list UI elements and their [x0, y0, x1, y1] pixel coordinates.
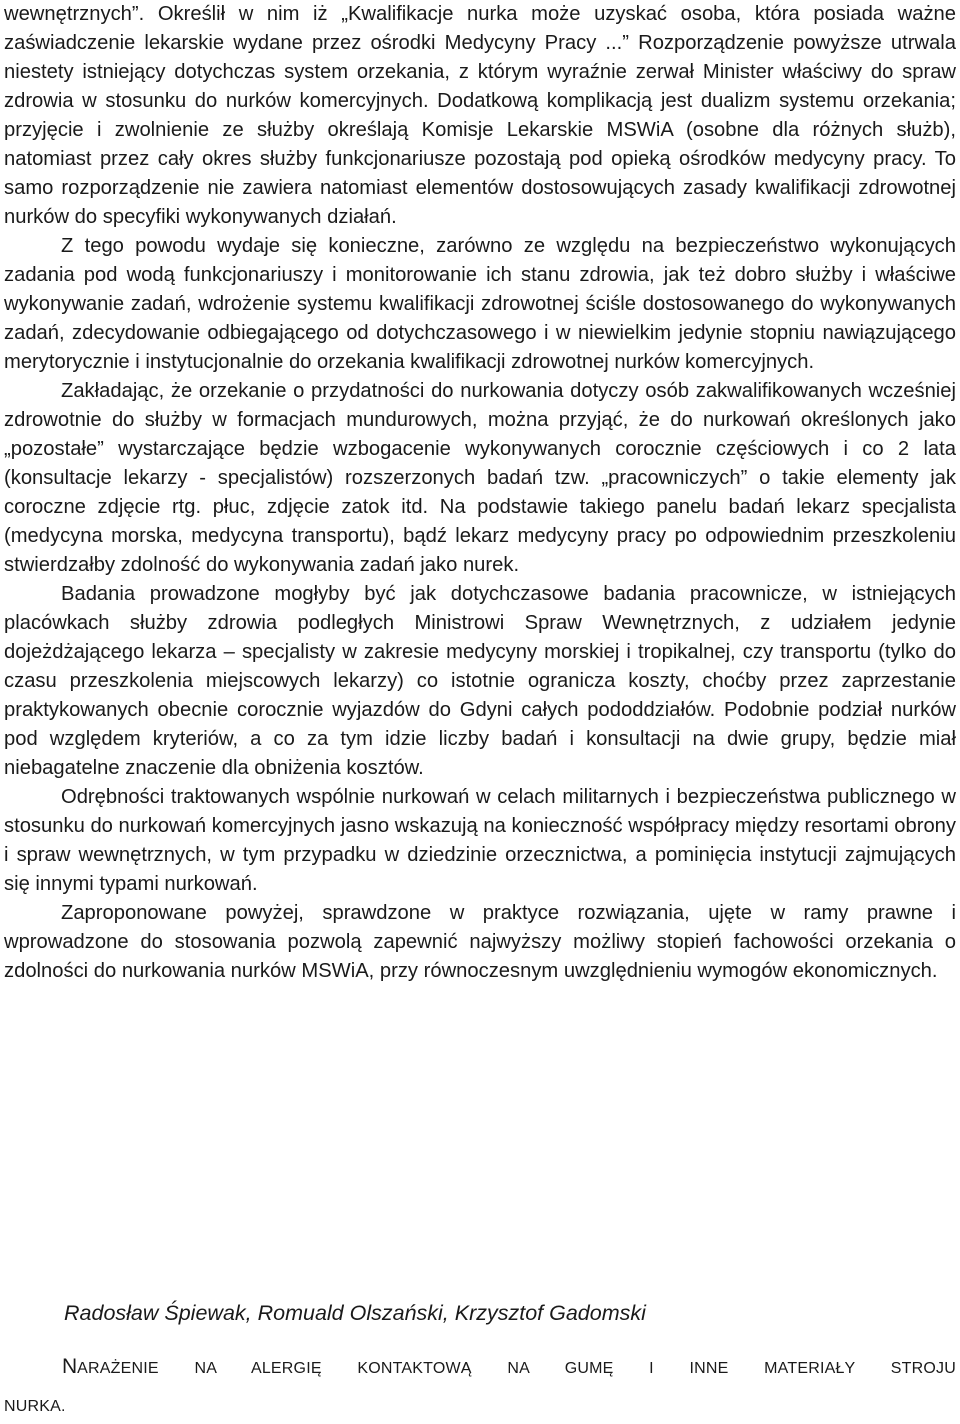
article-title-line-2: NURKA.	[4, 1398, 66, 1415]
paragraph-1: wewnętrznych”. Określił w nim iż „Kwalifikacje nurka może uzyskać osoba, która posiada ważne zaświadczenie lekarskie wydane przez ośrodki Medycyny Pracy ...” Rozporządzenie powyższe utrwala niestety istniejący dotychczas system orzekania, z którym wyraźnie zerwał Minister właściwy do spraw zdrowia w stosunku do nurków komercyjnych. Dodatkową komplikacją jest dualizm systemu orzekania; przyjęcie i zwolnienie ze służby określają Komisje Lekarskie MSWiA (osobne dla różnych służb), natomiast przez cały okres służby funkcjonariusze pozostają pod opieką ośrodków medycyny pracy. To samo rozporządzenie nie zawiera natomiast elementów dostosowujących zasady kwalifikacji zdrowotnej nurków do specyfiki wykonywanych działań.	[4, 3, 956, 228]
author-line: Radosław Śpiewak, Romuald Olszański, Krzysztof Gadomski	[64, 1301, 646, 1325]
paragraph-4: Badania prowadzone mogłyby być jak dotychczasowe badania pracownicze, w istniejących placówkach służby zdrowia podległych Ministrowi Spraw Wewnętrznych, z udziałem jedynie dojeżdżającego lekarza – specjalisty w zakresie medycyny morskiej i tropikalnej, czy transportu (tylko do czasu przeszkolenia miejscowych lekarzy) co istotnie ogranicza koszty, choćby przez zaprzestanie praktykowanych obecnie corocznie wyjazdów do Gdyni całych pododdziałów. Podobnie podział nurków pod względem kryteriów, a co za tym idzie liczby badań i konsultacji na dwie grupy, będzie miał niebagatelne znaczenie dla obniżenia kosztów.	[4, 583, 956, 779]
paragraph-6: Zaproponowane powyżej, sprawdzone w praktyce rozwiązania, ujęte w ramy prawne i wprowadzone do stosowania pozwolą zapewnić najwyższy możliwy stopień fachowości orzekania o zdolności do nurkowania nurków MSWiA, przy równoczesnym uwzględnieniu wymogów ekonomicznych.	[4, 902, 956, 982]
paragraph-5: Odrębności traktowanych wspólnie nurkowań w celach militarnych i bezpieczeństwa publicznego w stosunku do nurkowań komercyjnych jasno wskazują na konieczność współpracy między resortami obrony i spraw wewnętrznych, w tym przypadku w dziedzinie orzecznictwa, a pominięcia instytucji zajmujących się innymi typami nurkowań.	[4, 786, 956, 895]
article-title-smallcaps: ARAŻENIE NA ALERGIĘ KONTAKTOWĄ NA GUMĘ I INNE MATERIAŁY STROJU	[77, 1360, 956, 1377]
article-title	[4, 1352, 956, 1421]
article-title-line-1	[4, 1352, 956, 1383]
paragraph-2: Z tego powodu wydaje się konieczne, zarówno ze względu na bezpieczeństwo wykonujących zadania pod wodą funkcjonariuszy i monitorowanie ich stanu zdrowia, jak też dobro służby i właściwe wykonywanie zadań, wdrożenie systemu kwalifikacji zdrowotnej ściśle dostosowanego do wykonywanych zadań, zdecydowanie odbiegającego od dotychczasowego i w niewielkim jedynie stopniu nawiązującego merytorycznie i instytucjonalnie do orzekania kwalifikacji zdrowotnej nurków komercyjnych.	[4, 235, 956, 373]
paragraph-3: Zakładając, że orzekanie o przydatności do nurkowania dotyczy osób zakwalifikowanych wcześniej zdrowotnie do służby w formacjach mundurowych, można przyjąć, że do nurkowań określonych jako „pozostałe” wystarczające będzie wzbogacenie wykonywanych corocznie częściowych i co 2 lata (konsultacje lekarzy - specjalistów) rozszerzonych badań tzw. „pracowniczych” o takie elementy jak coroczne zdjęcie rtg. płuc, zdjęcie zatok itd. Na podstawie takiego panelu badań lekarz specjalista (medycyna morska, medycyna transportu), bądź lekarz medycyny pracy po odpowiednim przeszkoleniu stwierdzałby zdolność do wykonywania zadań jako nurek.	[4, 380, 956, 576]
article-title-initial: N	[62, 1355, 78, 1378]
document-page	[4, 0, 956, 1424]
